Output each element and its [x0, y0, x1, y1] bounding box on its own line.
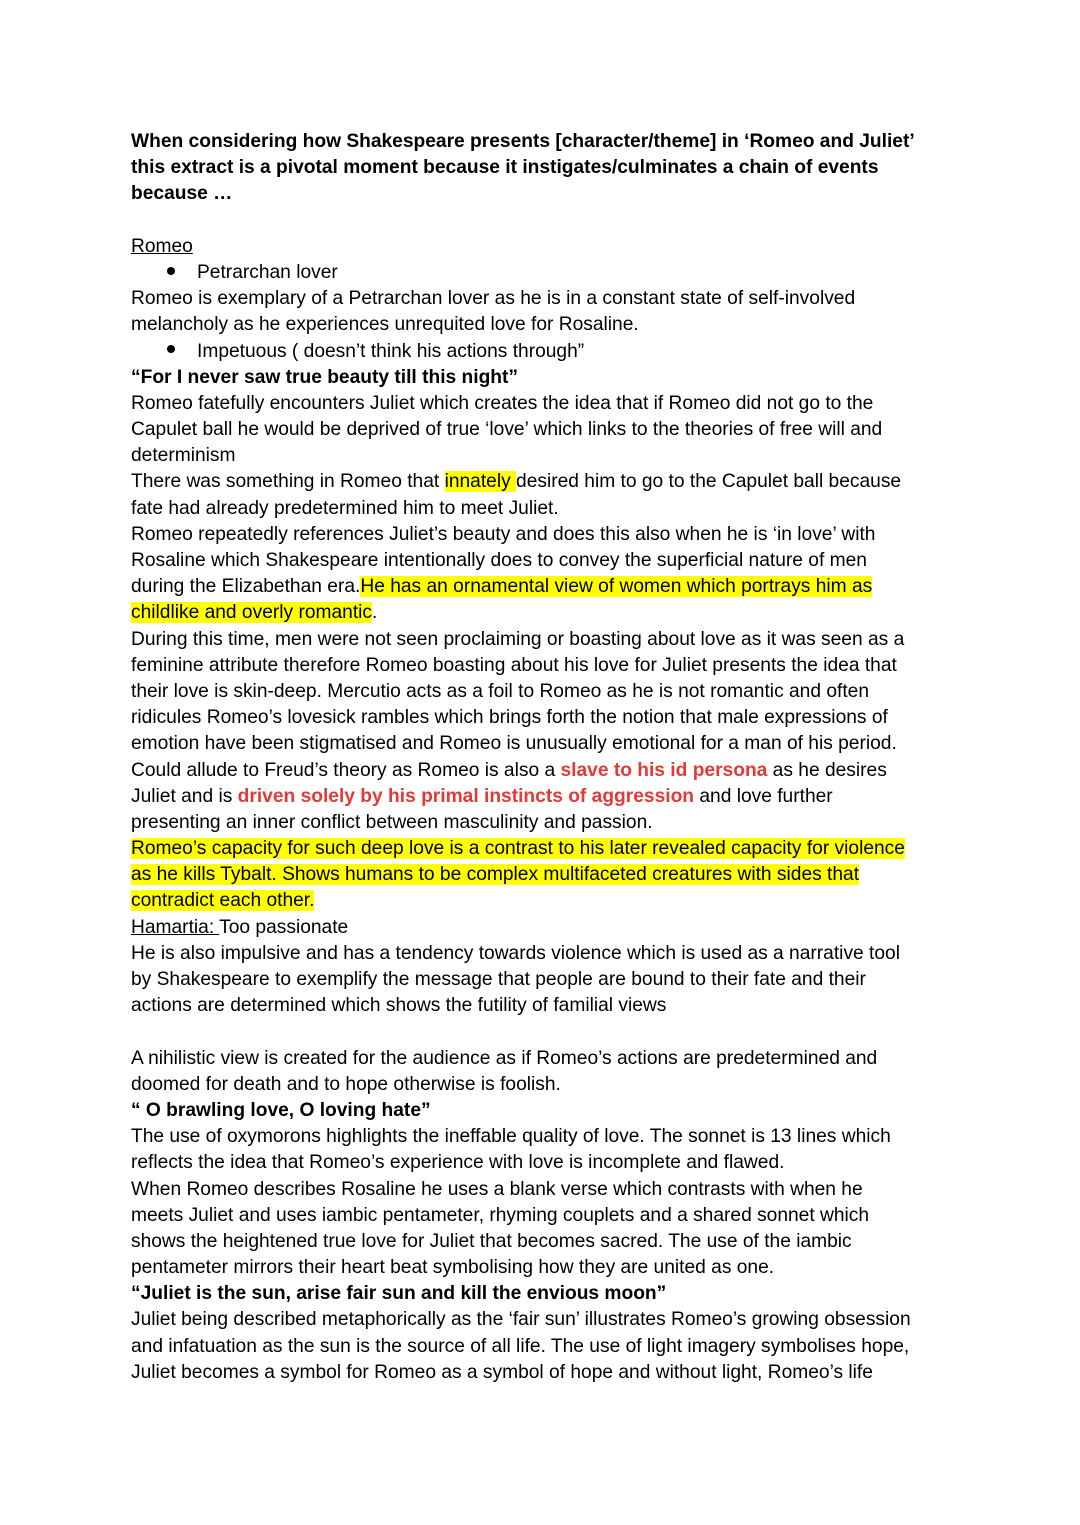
paragraph-line: When Romeo describes Rosaline he uses a blank verse which contrasts with when he — [131, 1178, 863, 1200]
paragraph-line: He is also impulsive and has a tendency towards violence which is used as a narrative tool — [131, 942, 900, 964]
paragraph-line: reflects the idea that Romeo’s experience with love is incomplete and flawed. — [131, 1152, 785, 1174]
hamartia-value: Too passionate — [219, 916, 349, 938]
paragraph-line: their love is skin-deep. Mercutio acts as a foil to Romeo as he is not romantic and often — [131, 680, 870, 702]
paragraph-line: feminine attribute therefore Romeo boasting about his love for Juliet presents the idea that — [131, 654, 897, 676]
text-run: . — [372, 602, 378, 624]
paragraph-line — [131, 862, 951, 888]
text-run: as he desires — [767, 759, 887, 781]
intro-line: When considering how Shakespeare presents [character/theme] in ‘Romeo and Juliet’ — [131, 131, 915, 152]
highlight: He has an ornamental view of women which portrays him as — [360, 576, 873, 598]
quote: “For I never saw true beauty till this night” — [131, 366, 519, 388]
text-run: Could allude to Freud’s theory as Romeo is also a — [131, 759, 561, 781]
paragraph-line: Juliet being described metaphorically as the ‘fair sun’ illustrates Romeo’s growing obsession — [131, 1309, 911, 1331]
paragraph-line — [131, 574, 951, 600]
paragraph-line: Juliet becomes a symbol for Romeo as a symbol of hope and without light, Romeo’s life — [131, 1361, 873, 1383]
highlight: innately — [444, 471, 517, 493]
hamartia-line — [131, 915, 951, 941]
paragraph-line: During this time, men were not seen proclaiming or boasting about love as it was seen as a — [131, 628, 905, 650]
paragraph-line: Romeo is exemplary of a Petrarchan lover as he is in a constant state of self-involved — [131, 288, 856, 310]
paragraph-line: melancholy as he experiences unrequited love for Rosaline. — [131, 314, 639, 336]
paragraph-line: Capulet ball he would be deprived of true ‘love’ which links to the theories of free will and — [131, 419, 883, 441]
paragraph-line: A nihilistic view is created for the audience as if Romeo’s actions are predetermined and — [131, 1047, 878, 1069]
section-title: Romeo — [131, 235, 193, 257]
bullet-icon — [131, 260, 197, 286]
paragraph-line — [131, 758, 951, 784]
paragraph-line: fate had already predetermined him to meet Juliet. — [131, 497, 559, 519]
spacer — [131, 208, 951, 234]
quote: “ O brawling love, O loving hate” — [131, 1099, 431, 1121]
quote: “Juliet is the sun, arise fair sun and kill the envious moon” — [131, 1283, 667, 1305]
paragraph-line: determinism — [131, 445, 236, 467]
paragraph-line: Romeo repeatedly references Juliet’s beauty and does this also when he is ‘in love’ with — [131, 523, 876, 545]
text-run: during the Elizabethan era. — [131, 576, 361, 598]
paragraph-line — [131, 888, 951, 914]
document-page — [131, 129, 951, 1386]
bullet-text: Petrarchan lover — [197, 261, 338, 283]
bullet-item — [131, 339, 951, 365]
paragraph-line: by Shakespeare to exemplify the message that people are bound to their fate and their — [131, 969, 866, 990]
text-run: desired him to go to the Capulet ball because — [516, 471, 902, 493]
paragraph-line: Romeo fatefully encounters Juliet which creates the idea that if Romeo did not go to the — [131, 392, 874, 414]
paragraph-line: emotion have been stigmatised and Romeo is unusually emotional for a man of his period. — [131, 733, 897, 755]
paragraph-line: shows the heightened true love for Juliet that becomes sacred. The use of the iambic — [131, 1230, 852, 1252]
text-run: Juliet and is — [131, 785, 238, 807]
text-run: and love further — [694, 785, 833, 807]
paragraph-line: Rosaline which Shakespeare intentionally does to convey the superficial nature of men — [131, 550, 867, 571]
text-run: There was something in Romeo that — [131, 471, 445, 493]
paragraph-line: ridicules Romeo’s lovesick rambles which brings forth the notion that male expressions of — [131, 707, 888, 729]
red-emphasis: slave to his id persona — [560, 759, 768, 781]
bullet-item — [131, 260, 951, 286]
bullet-icon — [131, 339, 197, 365]
highlight: contradict each other. — [131, 890, 315, 912]
hamartia-label: Hamartia: — [131, 916, 220, 938]
paragraph-line: The use of oxymorons highlights the ineffable quality of love. The sonnet is 13 lines which — [131, 1126, 891, 1148]
intro-paragraph — [131, 129, 951, 208]
paragraph-line — [131, 836, 951, 862]
paragraph-line — [131, 600, 951, 626]
bullet-text: Impetuous ( doesn’t think his actions through” — [197, 340, 585, 362]
spacer — [131, 1019, 951, 1045]
paragraph-line: and infatuation as the sun is the source of all life. The use of light imagery symbolises hope, — [131, 1335, 910, 1357]
intro-line: this extract is a pivotal moment because it instigates/culminates a chain of events — [131, 157, 879, 179]
red-emphasis: driven solely by his primal instincts of aggression — [237, 785, 695, 807]
paragraph-line: meets Juliet and uses iambic pentameter, rhyming couplets and a shared sonnet which — [131, 1204, 870, 1226]
intro-line: because … — [131, 183, 233, 205]
paragraph-line: presenting an inner conflict between masculinity and passion. — [131, 811, 653, 833]
paragraph-line: pentameter mirrors their heart beat symbolising how they are united as one. — [131, 1257, 775, 1279]
highlight: Romeo’s capacity for such deep love is a contrast to his later revealed capacity for violence — [131, 838, 905, 860]
paragraph-line — [131, 469, 951, 495]
paragraph-line: doomed for death and to hope otherwise is foolish. — [131, 1073, 561, 1095]
highlight: as he kills Tybalt. Shows humans to be complex multifaceted creatures with sides that — [131, 864, 860, 886]
highlight: childlike and overly romantic — [131, 602, 373, 624]
paragraph-line — [131, 784, 951, 810]
paragraph-line: actions are determined which shows the futility of familial views — [131, 995, 667, 1017]
